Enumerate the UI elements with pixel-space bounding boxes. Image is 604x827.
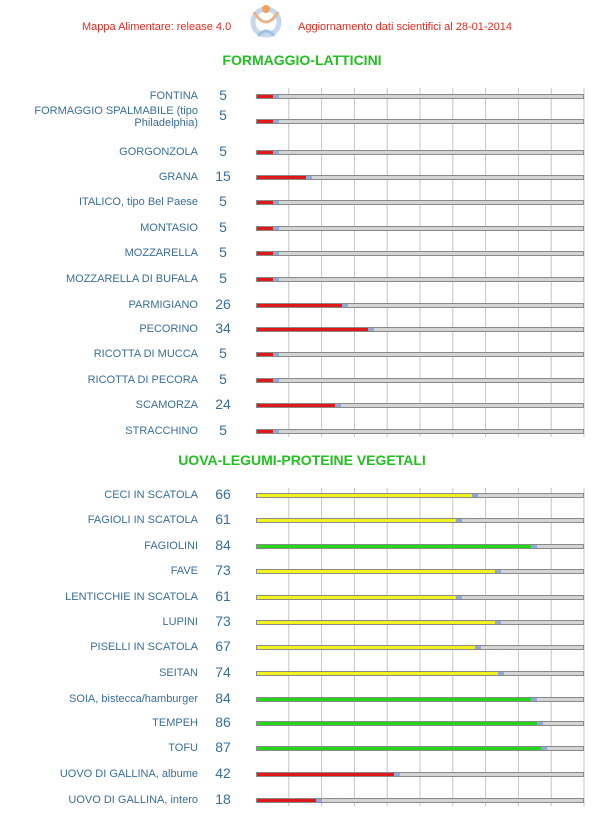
bar-tip (541, 747, 547, 750)
bar-fill (257, 379, 273, 382)
bar-fill (257, 151, 273, 154)
bar-fill (257, 201, 273, 204)
bar-tip (394, 773, 400, 776)
bar-row (0, 105, 604, 133)
bar-row (0, 483, 604, 507)
header-update-text: Aggiornamento dati scientifici al 28-01-2014 (298, 21, 513, 33)
bar-row (0, 342, 604, 366)
bar-track (256, 697, 584, 702)
bar-tip (537, 722, 543, 725)
bar-fill (257, 621, 495, 624)
bar-tip (472, 494, 478, 497)
bar-row (0, 393, 604, 417)
bar-value-label: 42 (215, 765, 231, 781)
bar-value-label: 5 (219, 87, 227, 103)
bar-label: TEMPEH (152, 717, 198, 729)
bar-fill (257, 570, 495, 573)
bar-label: ITALICO, tipo Bel Paese (78, 196, 198, 208)
bar-label: MOZZARELLA (124, 247, 198, 259)
bar-label: PARMIGIANO (128, 299, 198, 311)
bar-track (256, 798, 584, 803)
bar-value-label: 5 (219, 244, 227, 260)
bar-fill (257, 799, 316, 802)
bar-fill (257, 304, 342, 307)
bar-row (0, 241, 604, 265)
bar-fill (257, 545, 531, 548)
bar-tip (273, 151, 279, 154)
bar-track (256, 303, 584, 308)
bar-fill (257, 328, 368, 331)
bar-row (0, 317, 604, 341)
bar-value-label: 84 (215, 690, 231, 706)
bar-value-label: 67 (215, 638, 231, 654)
bar-fill (257, 596, 456, 599)
bar-tip (495, 570, 501, 573)
bar-row (0, 267, 604, 291)
bar-track (256, 277, 584, 282)
bar-fill (257, 672, 498, 675)
bar-label: PISELLI IN SCATOLA (90, 641, 198, 653)
bar-fill (257, 120, 273, 123)
bar-track (256, 200, 584, 205)
bar-value-label: 5 (219, 371, 227, 387)
bar-row (0, 687, 604, 711)
bar-value-label: 15 (215, 168, 231, 184)
bar-label: SCAMORZA (135, 399, 198, 411)
section-title: FORMAGGIO-LATTICINI (222, 52, 382, 68)
bar-label: LUPINI (162, 616, 198, 628)
header-release-text: Mappa Alimentare: release 4.0 (82, 21, 232, 33)
bar-track (256, 544, 584, 549)
bar-value-label: 73 (215, 613, 231, 629)
bar-row (0, 736, 604, 760)
bar-value-label: 5 (219, 143, 227, 159)
bar-tip (531, 545, 537, 548)
bar-row (0, 508, 604, 532)
bar-tip (342, 304, 348, 307)
bar-tip (273, 201, 279, 204)
bar-fill (257, 95, 273, 98)
bar-tip (273, 430, 279, 433)
bar-label: MONTASIO (140, 222, 198, 234)
bar-value-label: 26 (215, 296, 231, 312)
bar-tip (273, 95, 279, 98)
bar-value-label: 24 (215, 396, 231, 412)
bar-row (0, 419, 604, 443)
bar-row (0, 559, 604, 583)
bar-row (0, 610, 604, 634)
bar-fill (257, 430, 273, 433)
bar-row (0, 293, 604, 317)
bar-value-label: 5 (219, 270, 227, 286)
bar-tip (306, 176, 312, 179)
bar-label: FAGIOLI IN SCATOLA (87, 514, 198, 526)
bar-row (0, 534, 604, 558)
bar-track (256, 150, 584, 155)
bar-tip (495, 621, 501, 624)
bar-value-label: 5 (219, 193, 227, 209)
bar-tip (335, 404, 341, 407)
bar-row (0, 140, 604, 164)
bar-row (0, 788, 604, 812)
bar-track (256, 569, 584, 574)
bar-label: FAVE (170, 565, 198, 577)
bar-value-label: 61 (215, 511, 231, 527)
bar-value-label: 74 (215, 664, 231, 680)
bar-fill (257, 176, 306, 179)
bar-label: RICOTTA DI PECORA (87, 374, 198, 386)
bar-fill (257, 278, 273, 281)
bar-track (256, 226, 584, 231)
bar-track (256, 119, 584, 124)
bar-row (0, 661, 604, 685)
bar-value-label: 86 (215, 714, 231, 730)
bar-value-label: 61 (215, 588, 231, 604)
bar-fill (257, 747, 541, 750)
bar-label: FORMAGGIO SPALMABILE (tipo Philadelphia) (34, 105, 198, 129)
bar-track (256, 429, 584, 434)
bar-label: FAGIOLINI (144, 540, 198, 552)
bar-track (256, 620, 584, 625)
bar-row (0, 762, 604, 786)
bar-track (256, 595, 584, 600)
bar-fill (257, 404, 335, 407)
bar-track (256, 518, 584, 523)
bar-track (256, 251, 584, 256)
bar-row (0, 711, 604, 735)
bar-value-label: 73 (215, 562, 231, 578)
bar-row (0, 216, 604, 240)
bar-label: UOVO DI GALLINA, intero (68, 794, 198, 806)
bar-track (256, 671, 584, 676)
bar-tip (273, 227, 279, 230)
bar-row (0, 165, 604, 189)
bar-value-label: 5 (219, 345, 227, 361)
bar-label: TOFU (168, 742, 198, 754)
bar-tip (273, 120, 279, 123)
bar-row (0, 368, 604, 392)
bar-fill (257, 698, 531, 701)
bar-fill (257, 353, 273, 356)
bar-track (256, 645, 584, 650)
bar-label: SOIA, bistecca/hamburger (68, 693, 198, 705)
bar-tip (273, 353, 279, 356)
bar-fill (257, 646, 475, 649)
bar-fill (257, 494, 472, 497)
bar-label: STRACCHINO (125, 425, 198, 437)
bar-fill (257, 773, 394, 776)
bar-tip (475, 646, 481, 649)
bar-tip (273, 278, 279, 281)
bar-tip (368, 328, 374, 331)
bar-tip (273, 252, 279, 255)
bar-label: GORGONZOLA (119, 146, 198, 158)
bar-fill (257, 519, 456, 522)
bar-label: UOVO DI GALLINA, albume (59, 768, 198, 780)
bar-value-label: 34 (215, 320, 231, 336)
bar-tip (273, 379, 279, 382)
bar-track (256, 327, 584, 332)
bar-track (256, 378, 584, 383)
bar-value-label: 5 (219, 107, 227, 123)
bar-row (0, 585, 604, 609)
bar-label: RICOTTA DI MUCCA (93, 348, 198, 360)
bar-track (256, 175, 584, 180)
bar-label: SEITAN (159, 667, 198, 679)
bar-row (0, 190, 604, 214)
bar-row (0, 635, 604, 659)
bar-fill (257, 227, 273, 230)
bar-value-label: 87 (215, 739, 231, 755)
bar-tip (456, 519, 462, 522)
bar-label: FONTINA (149, 90, 198, 102)
bar-value-label: 5 (219, 422, 227, 438)
bar-label: GRANA (158, 171, 198, 183)
bar-tip (316, 799, 322, 802)
bar-track (256, 352, 584, 357)
app-logo (246, 2, 286, 44)
section-title: UOVA-LEGUMI-PROTEINE VEGETALI (178, 452, 426, 468)
bar-label: MOZZARELLA DI BUFALA (65, 273, 198, 285)
bar-track (256, 94, 584, 99)
bar-label: LENTICCHIE IN SCATOLA (65, 591, 198, 603)
bar-tip (531, 698, 537, 701)
bar-value-label: 18 (215, 791, 231, 807)
bar-label: PECORINO (139, 323, 198, 335)
bar-fill (257, 252, 273, 255)
bar-track (256, 721, 584, 726)
bar-value-label: 84 (215, 537, 231, 553)
bar-track (256, 772, 584, 777)
bar-track (256, 493, 584, 498)
bar-value-label: 66 (215, 486, 231, 502)
bar-label: CECI IN SCATOLA (104, 489, 198, 501)
bar-tip (498, 672, 504, 675)
bar-track (256, 403, 584, 408)
bar-value-label: 5 (219, 219, 227, 235)
bar-track (256, 746, 584, 751)
bar-fill (257, 722, 537, 725)
bar-tip (456, 596, 462, 599)
